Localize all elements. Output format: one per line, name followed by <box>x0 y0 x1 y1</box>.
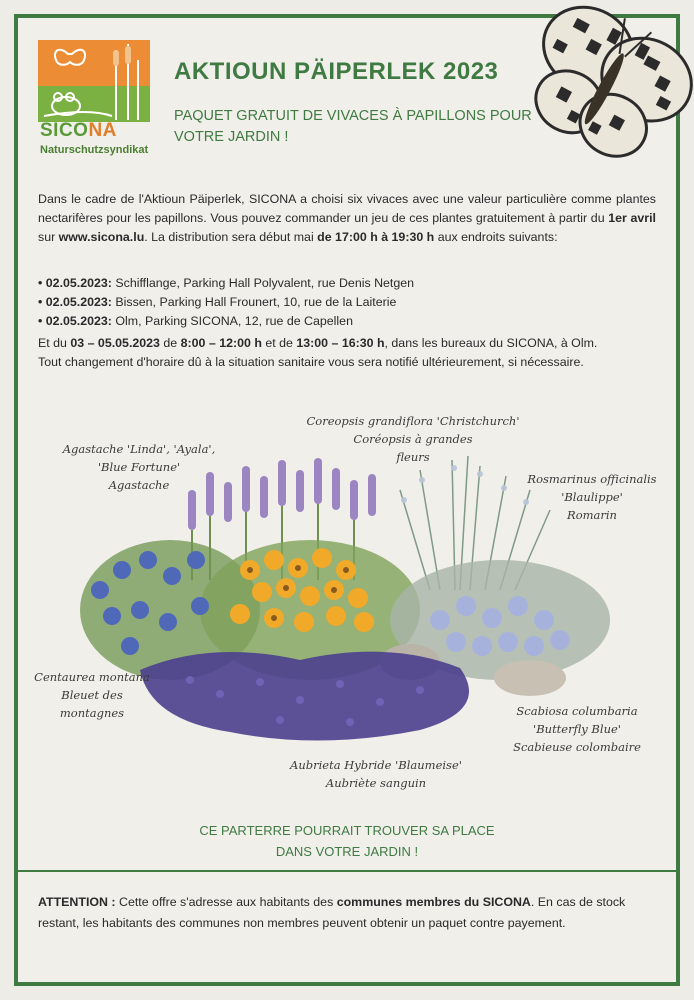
label-rosmarinus: Rosmarinus officinalis 'Blaulippe' Romarin <box>527 472 657 522</box>
logo-wordmark: SICONA <box>40 120 117 141</box>
footer-divider <box>18 870 676 872</box>
list-item: • 02.05.2023: Olm, Parking SICONA, 12, rue de Capellen <box>38 314 353 328</box>
office-hours-paragraph: Et du 03 – 05.05.2023 de 8:00 – 12:00 h et de 13:00 – 16:30 h, dans les bureaux du SICONA, à Olm. Tout changement d'horaire dû à la situation sanitaire vous sera notifié ultérieurement, si nécessaire. <box>38 336 598 369</box>
page-subtitle: PAQUET GRATUIT DE VIVACES À PAPILLONS POUR VOTRE JARDIN ! <box>174 108 532 145</box>
sanitary-notice: Tout changement d'horaire dû à la situation sanitaire vous sera notifié ultérieurement, si nécessaire. <box>38 355 584 369</box>
page-title: AKTIOUN PÄIPERLEK 2023 <box>174 58 499 85</box>
list-item: • 02.05.2023: Bissen, Parking Hall Frounert, 10, rue de la Laiterie <box>38 295 397 309</box>
start-date: 1er avril <box>608 211 656 225</box>
garden-callout: CE PARTERRE POURRAIT TROUVER SA PLACE DANS VOTRE JARDIN ! <box>199 823 495 859</box>
website-link[interactable]: www.sicona.lu <box>58 230 145 244</box>
label-coreopsis: Coreopsis grandiflora 'Christchurch' Coréopsis à grandes fleurs <box>306 414 520 464</box>
label-centaurea: Centaurea montana Bleuet des montagnes <box>34 670 150 720</box>
sicona-logo <box>38 40 150 164</box>
label-aubrieta: Aubrieta Hybride 'Blaumeise' Aubriète sanguin <box>290 758 462 790</box>
aubrieta-carpet <box>140 652 469 741</box>
butterfly-illustration <box>524 0 694 160</box>
logo-subtitle: Naturschutzsyndikat <box>40 144 149 156</box>
logo-emblem-icon <box>38 40 150 122</box>
label-scabiosa: Scabiosa columbaria 'Butterfly Blue' Scabieuse colombaire <box>513 704 641 754</box>
attention-notice: ATTENTION : Cette offre s'adresse aux habitants des communes membres du SICONA. En cas de stock restant, les habitants des communes non membres peuvent obtenir un paquet contre payement. <box>38 895 626 930</box>
intro-paragraph: Dans le cadre de l'Aktioun Päiperlek, SICONA a choisi six vivaces avec une valeur particulière comme plantes nectarifères pour les papillons. Vous pouvez commander un jeu de ces plantes gratuitement à partir du 1er avril sur www.sicona.lu. La distribution sera début mai de 17:00 h à 19:30 h aux endroits suivants: <box>38 192 656 244</box>
list-item: • 02.05.2023: Schifflange, Parking Hall Polyvalent, rue Denis Netgen <box>38 276 415 290</box>
distribution-list <box>38 274 656 331</box>
label-agastache: Agastache 'Linda', 'Ayala', 'Blue Fortune' Agastache <box>62 442 216 492</box>
distribution-hours: de 17:00 h à 19:30 h <box>317 230 435 244</box>
